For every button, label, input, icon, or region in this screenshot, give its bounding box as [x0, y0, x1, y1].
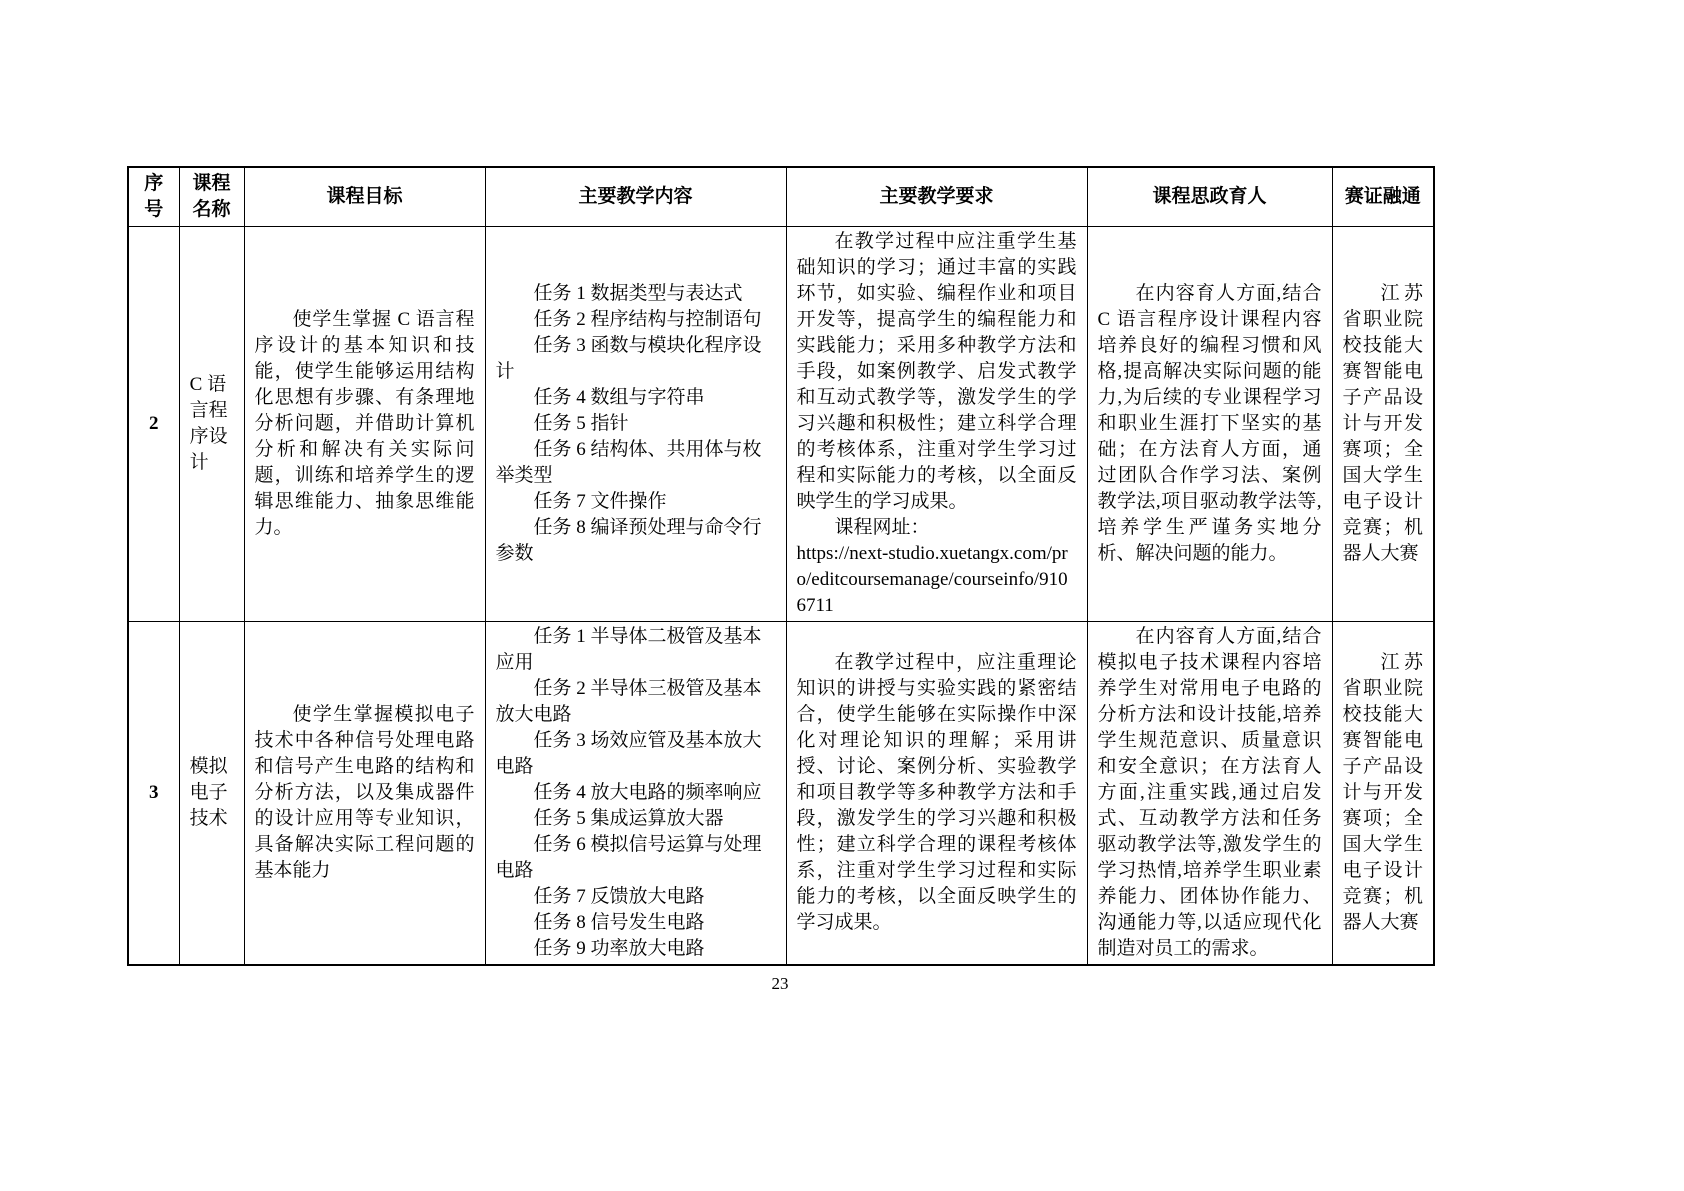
page-number: 23 — [771, 974, 789, 993]
objective-text: 使学生掌握模拟电子技术中各种信号处理电路和信号产生电路的结构和分析方法，以及集成器件的设计应用等专业知识，具备解决实际工程问题的基本能力 — [254, 703, 475, 881]
cell-competition — [1332, 226, 1434, 621]
content-item: 任务 1 半导体二极管及基本应用 — [495, 625, 762, 673]
content-item: 任务 2 程序结构与控制语句 — [533, 308, 762, 330]
ideology-text: 在内容育人方面,结合模拟电子技术课程内容培养学生对常用电子电路的分析方法和设计技能,培养学生规范意识、质量意识和安全意识；在方法育人方面,注重实践,通过启发式、互动教学方法和任务驱动教学法等,激发学生的学习热情,培养学生职业素养能力、团体协作能力、沟通能力等,以适应现代化制造对员工的需求。 — [1097, 625, 1322, 959]
cell-course-name — [179, 226, 244, 621]
content-item: 任务 6 结构体、共用体与枚举类型 — [495, 438, 762, 486]
header-no-label: 序号 — [144, 172, 164, 220]
content-item: 任务 4 数组与字符串 — [533, 386, 705, 408]
cell-no — [128, 621, 179, 965]
competition-text: 江苏省职业院校技能大赛智能电子产品设计与开发赛项；全国大学生电子设计竞赛；机器人大赛 — [1342, 282, 1423, 564]
cell-no — [128, 226, 179, 621]
cell-objective — [244, 621, 485, 965]
row-number: 2 — [149, 412, 159, 434]
course-name: C 语言程序设计 — [189, 373, 228, 473]
requirements-text: 在教学过程中应注重学生基础知识的学习；通过丰富的实践环节，如实验、编程作业和项目开发等，提高学生的编程能力和实践能力；采用多种教学方法和手段，如案例教学、启发式教学和互动式教学等，激发学生的学习兴趣和积极性；建立科学合理的考核体系，注重对学生学习过程和实际能力的考核，以全面反映学生的学习成果。 — [796, 230, 1077, 512]
row-number: 3 — [149, 781, 159, 803]
table-header-row — [128, 167, 1434, 226]
table-row-course-3 — [128, 621, 1434, 965]
header-no — [128, 167, 179, 226]
header-competition: 赛证融通 — [1332, 167, 1434, 226]
cell-objective — [244, 226, 485, 621]
requirements-text: 在教学过程中，应注重理论知识的讲授与实验实践的紧密结合，使学生能够在实际操作中深化对理论知识的理解；采用讲授、讨论、案例分析、实验教学和项目教学等多种教学方法和手段，激发学生的学习兴趣和积极性；建立科学合理的课程考核体系，注重对学生学习过程和实际能力的考核，以全面反映学生的学习成果。 — [796, 651, 1077, 933]
cell-requirements — [786, 226, 1087, 621]
course-name: 模拟电子技术 — [189, 755, 228, 829]
course-website-label: 课程网址： — [834, 516, 930, 538]
content-item: 任务 7 文件操作 — [533, 490, 667, 512]
cell-content — [485, 226, 786, 621]
content-item: 任务 7 反馈放大电路 — [533, 885, 705, 907]
cell-competition — [1332, 621, 1434, 965]
header-ideology: 课程思政育人 — [1087, 167, 1332, 226]
content-item: 任务 3 场效应管及基本放大电路 — [495, 729, 762, 777]
table-row-course-2 — [128, 226, 1434, 621]
cell-content — [485, 621, 786, 965]
content-item: 任务 4 放大电路的频率响应 — [533, 781, 762, 803]
content-item: 任务 5 集成运算放大器 — [533, 807, 724, 829]
cell-course-name — [179, 621, 244, 965]
header-course-name-label: 课程名称 — [192, 172, 231, 220]
objective-text: 使学生掌握 C 语言程序设计的基本知识和技能，使学生能够运用结构化思想有步骤、有条理地分析问题，并借助计算机分析和解决有关实际问题，训练和培养学生的逻辑思维能力、抽象思维能力。 — [254, 308, 475, 538]
header-content: 主要教学内容 — [485, 167, 786, 226]
content-item: 任务 3 函数与模块化程序设计 — [495, 334, 762, 382]
content-item: 任务 5 指针 — [533, 412, 629, 434]
content-item: 任务 2 半导体三极管及基本放大电路 — [495, 677, 762, 725]
course-table — [127, 166, 1435, 966]
content-item: 任务 6 模拟信号运算与处理电路 — [495, 833, 762, 881]
cell-ideology — [1087, 226, 1332, 621]
header-objective: 课程目标 — [244, 167, 485, 226]
content-item: 任务 8 信号发生电路 — [533, 911, 705, 933]
content-item: 任务 1 数据类型与表达式 — [533, 282, 743, 304]
content-item: 任务 9 功率放大电路 — [533, 937, 705, 959]
cell-requirements — [786, 621, 1087, 965]
course-website-url: https://next-studio.xuetangx.com/pro/editcoursemanage/courseinfo/9106711 — [796, 542, 1068, 616]
competition-text: 江苏省职业院校技能大赛智能电子产品设计与开发赛项；全国大学生电子设计竞赛；机器人大赛 — [1342, 651, 1423, 933]
ideology-text: 在内容育人方面,结合 C 语言程序设计课程内容培养良好的编程习惯和风格,提高解决实际问题的能力,为后续的专业课程学习和职业生涯打下坚实的基础；在方法育人方面，通过团队合作学习法、案例教学法,项目驱动教学法等,培养学生严谨务实地分析、解决问题的能力。 — [1097, 282, 1322, 564]
header-requirements: 主要教学要求 — [786, 167, 1087, 226]
content-item: 任务 8 编译预处理与命令行参数 — [495, 516, 762, 564]
header-course-name — [179, 167, 244, 226]
cell-ideology — [1087, 621, 1332, 965]
